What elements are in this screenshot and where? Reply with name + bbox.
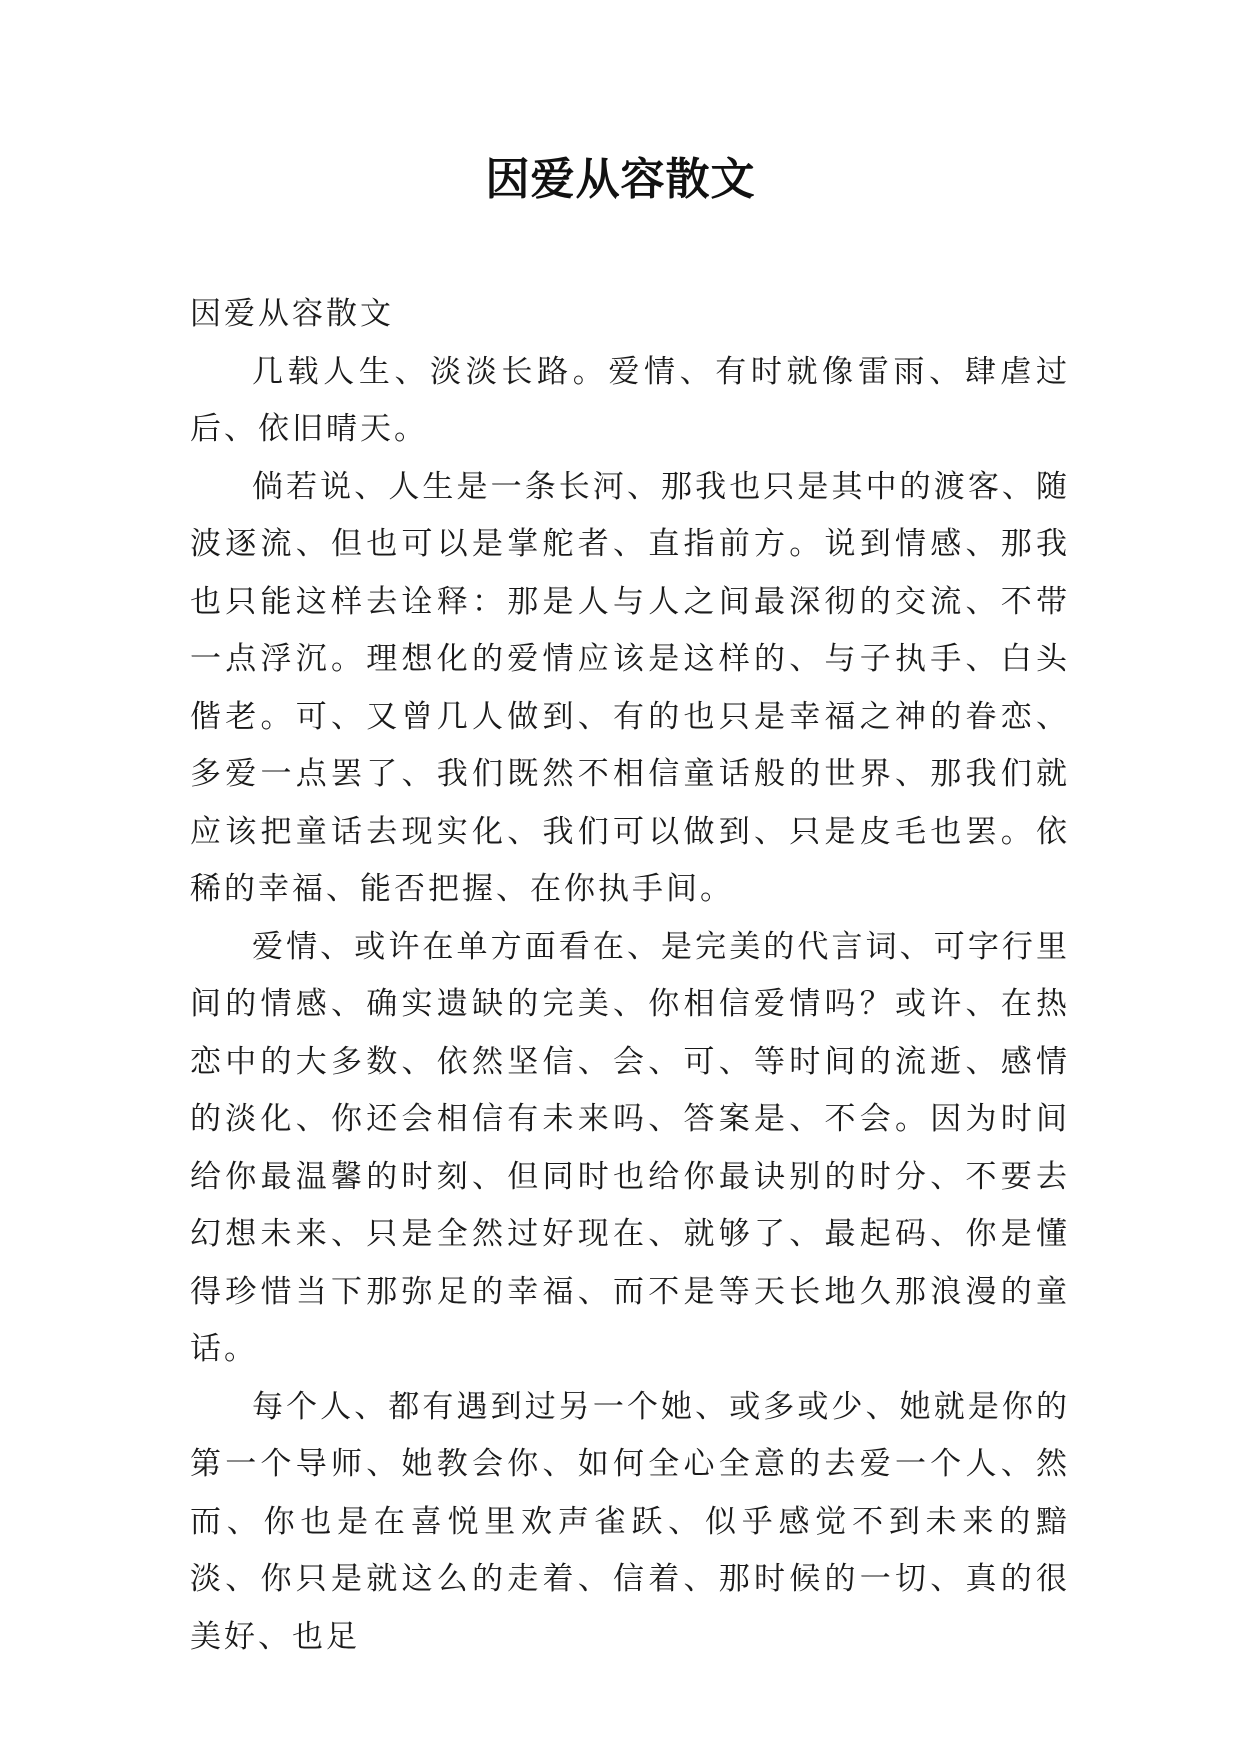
- paragraph-4: 每个人、都有遇到过另一个她、或多或少、她就是你的第一个导师、她教会你、如何全心全意的去爱一个人、然而、你也是在喜悦里欢声雀跃、似乎感觉不到未来的黯淡、你只是就这么的走着、信着、那时候的一切、真的很美好、也足: [190, 1388, 1070, 1655]
- paragraph-1: 几载人生、淡淡长路。爱情、有时就像雷雨、肆虐过后、依旧晴天。: [190, 353, 1070, 447]
- paragraph-3: 爱情、或许在单方面看在、是完美的代言词、可字行里间的情感、确实遗缺的完美、你相信爱情吗？或许、在热恋中的大多数、依然坚信、会、可、等时间的流逝、感情的淡化、你还会相信有未来吗、答案是、不会。因为时间给你最温馨的时刻、但同时也给你最诀别的时分、不要去幻想未来、只是全然过好现在、就够了、最起码、你是懂得珍惜当下那弥足的幸福、而不是等天长地久那浪漫的童话。: [190, 928, 1070, 1367]
- document-subtitle: 因爱从容散文: [190, 296, 394, 332]
- document-title: 因爱从容散文: [485, 154, 756, 205]
- paragraph-2: 倘若说、人生是一条长河、那我也只是其中的渡客、随波逐流、但也可以是掌舵者、直指前方。说到情感、那我也只能这样去诠释：那是人与人之间最深彻的交流、不带一点浮沉。理想化的爱情应该是这样的、与子执手、白头偕老。可、又曾几人做到、有的也只是幸福之神的眷恋、多爱一点罢了、我们既然不相信童话般的世界、那我们就应该把童话去现实化、我们可以做到、只是皮毛也罢。依稀的幸福、能否把握、在你执手间。: [190, 468, 1070, 907]
- document-body: [190, 286, 1070, 1666]
